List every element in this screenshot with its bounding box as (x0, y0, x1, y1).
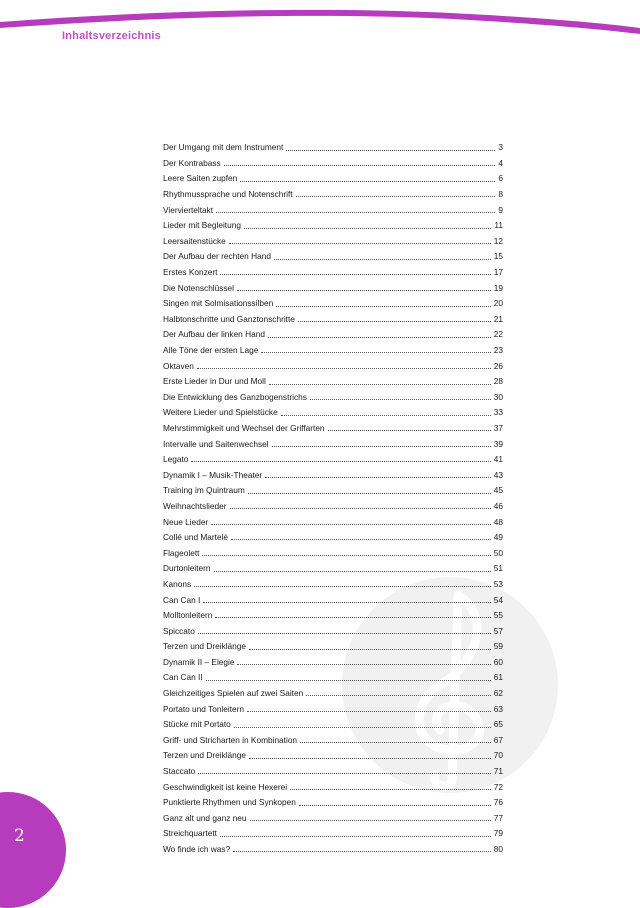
toc-entry-title: Rhythmussprache und Notenschrift (163, 189, 293, 200)
toc-entry-page: 57 (493, 625, 503, 636)
toc-leader-dots (272, 446, 491, 447)
page-number-badge (0, 792, 66, 908)
toc-entry-page: 76 (493, 797, 503, 808)
toc-entry-page: 50 (493, 547, 503, 558)
toc-row[interactable] (163, 292, 503, 308)
toc-leader-dots (276, 306, 491, 307)
toc-row[interactable] (163, 479, 503, 495)
toc-row[interactable] (163, 526, 503, 542)
toc-row[interactable] (163, 417, 503, 433)
toc-leader-dots (198, 773, 490, 774)
toc-entry-title: Erstes Konzert (163, 267, 218, 278)
toc-leader-dots (194, 586, 491, 587)
toc-entry-title: Leere Saiten zupfen (163, 173, 238, 184)
toc-row[interactable] (163, 729, 503, 745)
toc-entry-title: Lieder mit Begleitung (163, 220, 241, 231)
toc-entry-page: 55 (493, 610, 503, 621)
toc-row[interactable] (163, 432, 503, 448)
toc-leader-dots (300, 742, 491, 743)
toc-entry-title: Kanons (163, 578, 192, 589)
toc-row[interactable] (163, 775, 503, 791)
toc-row[interactable] (163, 354, 503, 370)
toc-row[interactable] (163, 370, 503, 386)
toc-leader-dots (274, 259, 491, 260)
toc-row[interactable] (163, 619, 503, 635)
toc-entry-page: 37 (493, 422, 503, 433)
toc-entry-page: 60 (493, 656, 503, 667)
toc-leader-dots (244, 228, 491, 229)
toc-leader-dots (250, 820, 491, 821)
toc-entry-title: Leersaitenstücke (163, 235, 226, 246)
toc-entry-title: Der Umgang mit dem Instrument (163, 142, 284, 153)
toc-row[interactable] (163, 510, 503, 526)
toc-row[interactable] (163, 744, 503, 760)
toc-leader-dots (240, 181, 495, 182)
toc-entry-title: Erste Lieder in Dur und Moll (163, 376, 266, 387)
toc-row[interactable] (163, 635, 503, 651)
toc-leader-dots (197, 368, 491, 369)
toc-leader-dots (198, 633, 491, 634)
toc-entry-title: Die Entwicklung des Ganzbogenstrichs (163, 391, 307, 402)
toc-leader-dots (220, 836, 491, 837)
toc-leader-dots (216, 212, 495, 213)
toc-leader-dots (202, 555, 490, 556)
toc-row[interactable] (163, 245, 503, 261)
toc-row[interactable] (163, 167, 503, 183)
toc-entry-title: Griff- und Stricharten in Kombination (163, 734, 298, 745)
toc-row[interactable] (163, 822, 503, 838)
toc-row[interactable] (163, 183, 503, 199)
toc-leader-dots (234, 727, 491, 728)
toc-leader-dots (249, 649, 491, 650)
toc-row[interactable] (163, 541, 503, 557)
toc-leader-dots (310, 399, 491, 400)
toc-leader-dots (237, 290, 491, 291)
toc-entry-title: Terzen und Dreiklänge (163, 641, 247, 652)
toc-entry-title: Training im Quintraum (163, 485, 245, 496)
toc-leader-dots (296, 196, 496, 197)
toc-entry-page: 8 (498, 189, 503, 200)
toc-entry-page: 30 (493, 391, 503, 402)
toc-entry-title: Mehrstimmigkeit und Wechsel der Griffarten (163, 422, 325, 433)
toc-entry-page: 28 (493, 376, 503, 387)
toc-entry-page: 79 (493, 828, 503, 839)
toc-leader-dots (328, 430, 491, 431)
toc-leader-dots (261, 352, 490, 353)
page-number: 2 (14, 826, 25, 846)
toc-row[interactable] (163, 339, 503, 355)
table-of-contents (163, 136, 503, 853)
toc-row[interactable] (163, 152, 503, 168)
toc-leader-dots (281, 415, 491, 416)
toc-row[interactable] (163, 136, 503, 152)
toc-entry-title: Portato und Tonleitern (163, 703, 245, 714)
toc-entry-page: 41 (493, 454, 503, 465)
toc-entry-page: 26 (493, 360, 503, 371)
toc-entry-page: 19 (493, 282, 503, 293)
toc-row[interactable] (163, 604, 503, 620)
toc-entry-title: Viervierteltakt (163, 204, 214, 215)
toc-leader-dots (299, 805, 491, 806)
toc-entry-title: Intervalle und Saitenwechsel (163, 438, 269, 449)
toc-entry-title: Staccato (163, 766, 196, 777)
toc-leader-dots (191, 461, 490, 462)
toc-row[interactable] (163, 323, 503, 339)
toc-entry-title: Can Can I (163, 594, 201, 605)
toc-entry-title: Can Can II (163, 672, 203, 683)
toc-row[interactable] (163, 838, 503, 854)
toc-entry-page: 49 (493, 532, 503, 543)
toc-row[interactable] (163, 760, 503, 776)
toc-entry-page: 20 (493, 298, 503, 309)
toc-entry-page: 3 (498, 142, 503, 153)
toc-entry-title: Collé und Martelé (163, 532, 229, 543)
toc-row[interactable] (163, 386, 503, 402)
toc-leader-dots (237, 664, 490, 665)
toc-row[interactable] (163, 495, 503, 511)
toc-entry-page: 46 (493, 500, 503, 511)
toc-entry-page: 4 (498, 157, 503, 168)
toc-entry-page: 6 (498, 173, 503, 184)
toc-row[interactable] (163, 651, 503, 667)
toc-entry-title: Halbtonschritte und Ganztonschritte (163, 313, 295, 324)
toc-row[interactable] (163, 276, 503, 292)
toc-entry-title: Spiccato (163, 625, 195, 636)
toc-entry-title: Durtonleitern (163, 563, 211, 574)
toc-entry-title: Weitere Lieder und Spielstücke (163, 407, 278, 418)
toc-leader-dots (249, 758, 491, 759)
toc-entry-title: Der Kontrabass (163, 157, 221, 168)
toc-row[interactable] (163, 697, 503, 713)
toc-entry-title: Stücke mit Portato (163, 719, 231, 730)
toc-entry-page: 17 (493, 267, 503, 278)
toc-leader-dots (268, 337, 491, 338)
toc-entry-page: 33 (493, 407, 503, 418)
toc-leader-dots (265, 477, 491, 478)
toc-leader-dots (220, 274, 490, 275)
header-swoosh (0, 0, 640, 50)
toc-row[interactable] (163, 198, 503, 214)
toc-leader-dots (214, 571, 491, 572)
toc-entry-page: 15 (493, 251, 503, 262)
toc-entry-page: 62 (493, 688, 503, 699)
toc-row[interactable] (163, 807, 503, 823)
toc-leader-dots (206, 680, 491, 681)
toc-row[interactable] (163, 214, 503, 230)
toc-entry-page: 77 (493, 812, 503, 823)
toc-entry-page: 51 (493, 563, 503, 574)
toc-entry-title: Die Notenschlüssel (163, 282, 235, 293)
toc-entry-title: Ganz alt und ganz neu (163, 812, 247, 823)
toc-entry-page: 65 (493, 719, 503, 730)
toc-row[interactable] (163, 261, 503, 277)
toc-entry-title: Der Aufbau der linken Hand (163, 329, 265, 340)
toc-leader-dots (298, 321, 491, 322)
toc-row[interactable] (163, 573, 503, 589)
toc-entry-page: 12 (493, 235, 503, 246)
header-title: Inhaltsverzeichnis (62, 30, 161, 42)
toc-leader-dots (286, 150, 495, 151)
toc-leader-dots (230, 508, 491, 509)
toc-entry-page: 71 (493, 766, 503, 777)
toc-entry-page: 70 (493, 750, 503, 761)
toc-leader-dots (248, 493, 491, 494)
toc-row[interactable] (163, 401, 503, 417)
toc-entry-page: 11 (494, 220, 503, 231)
toc-entry-title: Molltonleitern (163, 610, 213, 621)
toc-leader-dots (229, 243, 491, 244)
toc-entry-page: 39 (493, 438, 503, 449)
toc-leader-dots (211, 524, 491, 525)
toc-entry-page: 54 (493, 594, 503, 605)
toc-row[interactable] (163, 230, 503, 246)
toc-entry-title: Terzen und Dreiklänge (163, 750, 247, 761)
toc-leader-dots (306, 695, 491, 696)
toc-row[interactable] (163, 791, 503, 807)
toc-entry-title: Flageolett (163, 547, 200, 558)
toc-entry-title: Geschwindigkeit ist keine Hexerei (163, 781, 288, 792)
toc-entry-title: Dynamik I – Musik-Theater (163, 469, 263, 480)
toc-entry-title: Wo finde ich was? (163, 844, 231, 855)
toc-row[interactable] (163, 666, 503, 682)
toc-entry-page: 53 (493, 578, 503, 589)
toc-entry-title: Weihnachtslieder (163, 500, 227, 511)
toc-entry-page: 9 (498, 204, 503, 215)
toc-entry-page: 23 (493, 345, 503, 356)
toc-entry-page: 45 (493, 485, 503, 496)
toc-leader-dots (290, 789, 491, 790)
toc-row[interactable] (163, 588, 503, 604)
toc-entry-title: Neue Lieder (163, 516, 209, 527)
toc-leader-dots (224, 165, 496, 166)
toc-entry-title: Gleichzeitiges Spielen auf zwei Saiten (163, 688, 304, 699)
toc-entry-title: Singen mit Solmisationssilben (163, 298, 274, 309)
toc-entry-page: 80 (493, 844, 503, 855)
toc-entry-title: Der Aufbau der rechten Hand (163, 251, 271, 262)
toc-row[interactable] (163, 682, 503, 698)
toc-entry-title: Dynamik II – Elegie (163, 656, 235, 667)
toc-leader-dots (215, 617, 490, 618)
toc-row[interactable] (163, 308, 503, 324)
toc-row[interactable] (163, 713, 503, 729)
toc-entry-title: Legato (163, 454, 189, 465)
toc-entry-page: 63 (493, 703, 503, 714)
toc-entry-page: 22 (493, 329, 503, 340)
toc-leader-dots (233, 851, 491, 852)
toc-entry-page: 59 (493, 641, 503, 652)
toc-entry-title: Alle Töne der ersten Lage (163, 345, 259, 356)
toc-entry-page: 43 (493, 469, 503, 480)
toc-entry-page: 67 (493, 734, 503, 745)
toc-entry-page: 48 (493, 516, 503, 527)
toc-row[interactable] (163, 557, 503, 573)
toc-row[interactable] (163, 463, 503, 479)
toc-entry-page: 72 (493, 781, 503, 792)
toc-leader-dots (203, 602, 490, 603)
toc-leader-dots (231, 539, 491, 540)
toc-leader-dots (247, 711, 491, 712)
toc-entry-title: Punktierte Rhythmen und Synkopen (163, 797, 296, 808)
toc-entry-title: Oktaven (163, 360, 194, 371)
toc-entry-page: 61 (493, 672, 503, 683)
toc-entry-title: Streichquartett (163, 828, 217, 839)
toc-entry-page: 21 (493, 313, 503, 324)
toc-row[interactable] (163, 448, 503, 464)
toc-leader-dots (269, 384, 491, 385)
